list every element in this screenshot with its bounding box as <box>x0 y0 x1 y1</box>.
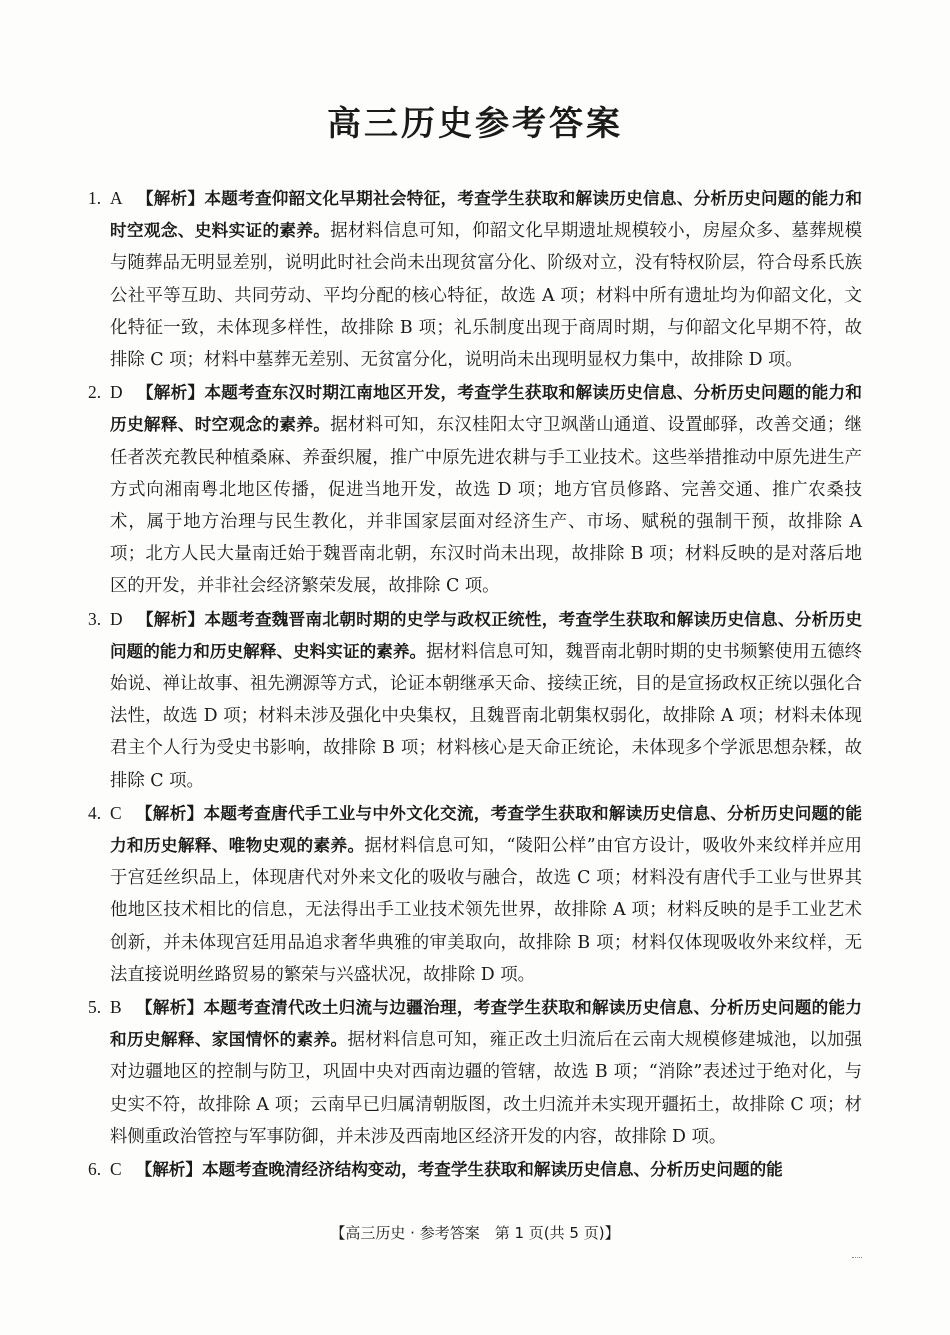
analysis-tag: 【解析】 <box>136 609 205 629</box>
question-number: 2. <box>88 382 102 403</box>
analysis-tag: 【解析】 <box>136 383 205 403</box>
answer-choice: D <box>110 382 123 403</box>
question-number: 5. <box>88 997 102 1018</box>
answer-list <box>88 182 862 1186</box>
answer-choice: D <box>110 608 123 629</box>
page-title: 高三历史参考答案 <box>327 104 623 144</box>
question-number: 3. <box>88 608 102 629</box>
answer-choice: C <box>110 1159 122 1180</box>
question-number: 6. <box>88 1159 102 1180</box>
answer-item-4 <box>88 797 862 991</box>
analysis-lead: 本题考查东汉时期江南地区开发，考查学生获取和解读历史信息、分析历史问题的能力和历史解释、时空观念的素养。 <box>110 383 863 435</box>
analysis-tag: 【解析】 <box>135 803 204 823</box>
answer-item-3 <box>88 603 862 797</box>
analysis-body: 据材料信息可知，魏晋南北朝时期的史书频繁使用五德终始说、禅让故事、祖先溯源等方式，论证本朝继承天命、接续正统，目的是宣扬政权正统以强化合法性，故选 D 项；材料未涉及强化中央集权，且魏晋南北朝集权弱化，故排除 A 项；材料未体现君主个人行为受史书影响，故排除 B 项；材料核心是天命正统论，未体现多个学派思想杂糅，故排除 C 项。 <box>110 641 862 791</box>
answer-item-2 <box>88 376 862 602</box>
answer-item-1 <box>88 182 862 376</box>
analysis-lead: 本题考查仰韶文化早期社会特征，考查学生获取和解读历史信息、分析历史问题的能力和时空观念、史料实证的素养。 <box>110 189 863 241</box>
analysis-lead: 本题考查清代改土归流与边疆治理，考查学生获取和解读历史信息、分析历史问题的能力和历史解释、家国情怀的素养。 <box>110 998 863 1050</box>
analysis-lead: 本题考查晚清经济结构变动，考查学生获取和解读历史信息、分析历史问题的能 <box>201 1160 783 1180</box>
scan-mark <box>852 1257 862 1260</box>
question-number: 4. <box>88 802 102 823</box>
analysis-tag: 【解析】 <box>136 189 205 208</box>
analysis-body: 据材料信息可知，“陵阳公样”由官方设计，吸收外来纹样并应用于宫廷丝织品上，体现唐代对外来文化的吸收与融合，故选 C 项；材料没有唐代手工业与世界其他地区技术相比的信息，无法得出手工业技术领先世界，故排除 A 项；材料反映的是手工业艺术创新，并未体现宫廷用品追求奢华典雅的审美取向，故排除 B 项；材料仅体现吸收外来纹样，无法直接说明丝路贸易的繁荣与兴盛状况，故排除 D 项。 <box>110 836 862 985</box>
answer-choice: A <box>110 188 123 208</box>
analysis-lead: 本题考查唐代手工业与中外文化交流，考查学生获取和解读历史信息、分析历史问题的能力和历史解释、唯物史观的素养。 <box>110 803 863 856</box>
analysis-tag: 【解析】 <box>135 1160 202 1180</box>
analysis-tag: 【解析】 <box>135 998 204 1018</box>
answer-choice: B <box>110 997 122 1018</box>
analysis-body: 据材料信息可知，仰韶文化早期遗址规模较小，房屋众多、墓葬规模与随葬品无明显差别，说明此时社会尚未出现贫富分化、阶级对立，没有特权阶层，符合母系氏族公社平等互助、共同劳动、平均分配的核心特征，故选 A 项；材料中所有遗址均为仰韶文化，文化特征一致，未体现多样性，故排除 B 项；礼乐制度出现于商周时期，与仰韶文化早期不符，故排除 C 项；材料中墓葬无差别、无贫富分化，说明尚未出现明显权力集中，故排除 D 项。 <box>110 221 863 371</box>
page-footer: 【高三历史 · 参考答案 第 1 页(共 5 页)】 <box>330 1224 620 1242</box>
answer-item-6 <box>88 1153 862 1186</box>
answer-item-5 <box>88 991 862 1153</box>
analysis-lead: 本题考查魏晋南北朝时期的史学与政权正统性，考查学生获取和解读历史信息、分析历史问题的能力和历史解释、史料实证的素养。 <box>110 609 863 661</box>
answer-choice: C <box>110 802 122 823</box>
analysis-body: 据材料信息可知，雍正改土归流后在云南大规模修建城池，以加强对边疆地区的控制与防卫，巩固中央对西南边疆的管辖，故选 B 项；“消除”表述过于绝对化，与史实不符，故排除 A 项；云南早已归属清朝版图，改土归流并未实现开疆拓土，故排除 C 项；材料侧重政治管控与军事防御，并未涉及西南地区经济开发的内容，故排除 D 项。 <box>110 1030 862 1147</box>
analysis-body: 据材料可知，东汉桂阳太守卫飒凿山通道、设置邮驿，改善交通；继任者茨充教民种植桑麻、养蚕织履，推广中原先进农耕与手工业技术。这些举措推动中原先进生产方式向湘南粤北地区传播，促进当地开发，故选 D 项；地方官员修路、完善交通、推广农桑技术，属于地方治理与民生教化，并非国家层面对经济生产、市场、赋税的强制干预，故排除 A 项；北方人民大量南迁始于魏晋南北朝，东汉时尚未出现，故排除 B 项；材料反映的是对落后地区的开发，并非社会经济繁荣发展，故排除 C 项。 <box>110 415 863 597</box>
question-number: 1. <box>88 188 102 208</box>
